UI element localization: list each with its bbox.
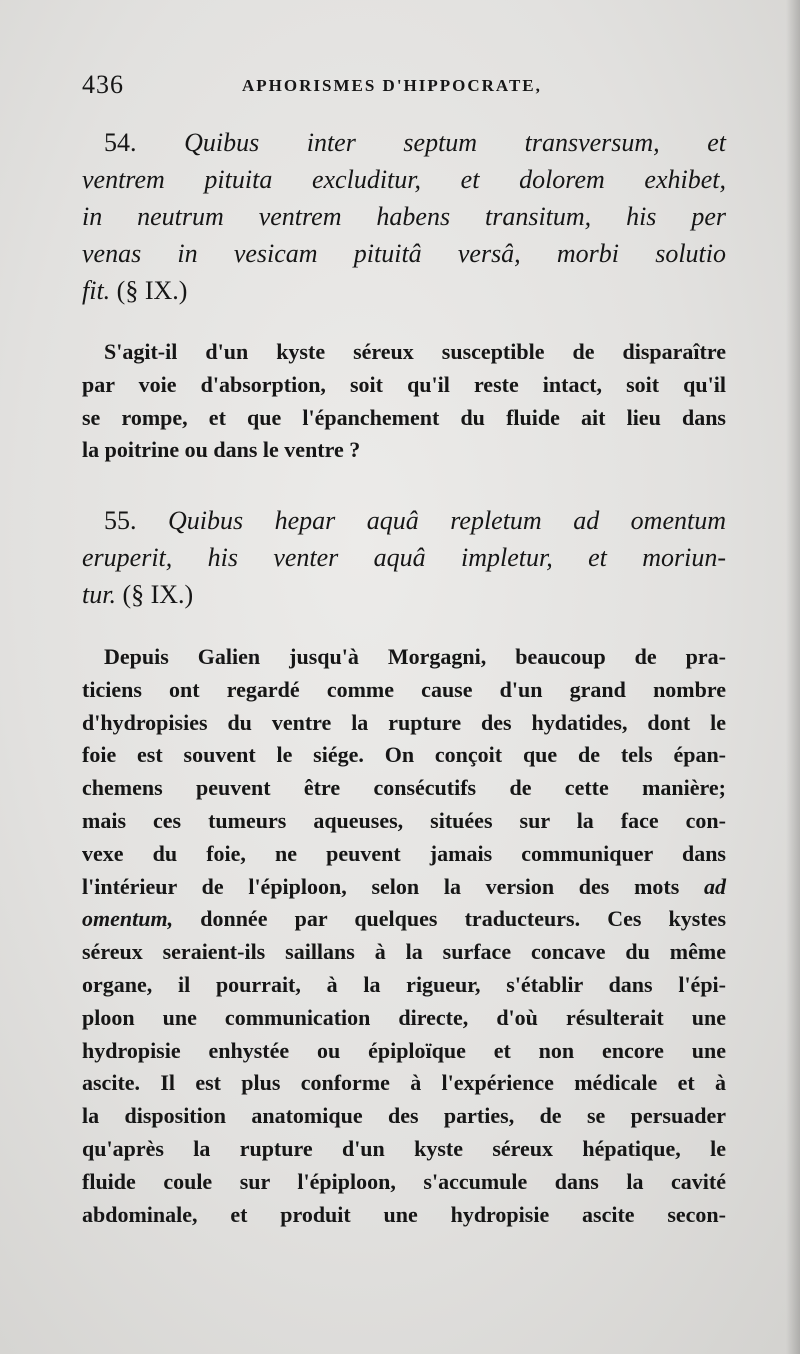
- commentary-line: foie est souvent le siége. On conçoit que de tels épan-: [82, 742, 726, 768]
- aphorism-line: 54. Quibus inter septum transversum, et: [104, 128, 726, 157]
- commentary-line: séreux seraient-ils saillans à la surface concave du même: [82, 939, 726, 965]
- commentary-line: omentum, donnée par quelques traducteurs. Ces kystes: [82, 906, 727, 932]
- commentary-line: fluide coule sur l'épiploon, s'accumule dans la cavité: [82, 1168, 726, 1194]
- commentary-line: la disposition anatomique des parties, de se persuader: [82, 1103, 726, 1129]
- commentary-line: mais ces tumeurs aqueuses, situées sur la face con-: [82, 807, 726, 833]
- aphorism-line: venas in vesicam pituitâ versâ, morbi solutio: [82, 239, 726, 268]
- commentary-line: ascite. Il est plus conforme à l'expérience médicale et à: [82, 1070, 726, 1096]
- commentary-line: ploon une communication directe, d'où résulterait une: [82, 1004, 726, 1030]
- aphorism-54: [82, 124, 726, 309]
- commentary-line: organe, il pourrait, à la rigueur, s'établir dans l'épi-: [82, 971, 726, 997]
- commentary-54: [82, 336, 726, 467]
- page-header: [82, 70, 722, 110]
- aphorism-line: in neutrum ventrem habens transitum, his per: [82, 202, 726, 231]
- commentary-line: abdominale, et produit une hydropisie ascite secon-: [82, 1201, 726, 1227]
- commentary-line: la poitrine ou dans le ventre ?: [82, 437, 361, 463]
- aphorism-line: ventrem pituita excluditur, et dolorem exhibet,: [82, 165, 726, 194]
- commentary-line: vexe du foie, ne peuvent jamais communiquer dans: [82, 840, 726, 866]
- commentary-line: qu'après la rupture d'un kyste séreux hépatique, le: [82, 1135, 726, 1161]
- aphorism-line: eruperit, his venter aquâ impletur, et moriun-: [82, 543, 726, 572]
- page-number: 436: [82, 70, 124, 99]
- section-reference: (§ IX.): [116, 276, 188, 305]
- aphorism-number: 55.: [104, 506, 137, 535]
- commentary-line: Depuis Galien jusqu'à Morgagni, beaucoup de pra-: [104, 644, 726, 669]
- commentary-line: S'agit-il d'un kyste séreux susceptible de disparaître: [104, 339, 726, 364]
- commentary-line: par voie d'absorption, soit qu'il reste intact, soit qu'il: [82, 371, 726, 397]
- commentary-line: l'intérieur de l'épiploon, selon la version des mots ad: [82, 873, 727, 899]
- aphorism-line: 55. Quibus hepar aquâ repletum ad omentum: [104, 506, 726, 535]
- aphorism-line: tur. (§ IX.): [82, 580, 194, 609]
- section-reference: (§ IX.): [122, 580, 194, 609]
- commentary-55: [82, 641, 726, 1231]
- commentary-line: d'hydropisies du ventre la rupture des hydatides, dont le: [82, 709, 726, 735]
- commentary-line: ticiens ont regardé comme cause d'un grand nombre: [82, 676, 726, 702]
- aphorism-55: [82, 502, 726, 613]
- aphorism-number: 54.: [104, 128, 137, 157]
- commentary-line: se rompe, et que l'épanchement du fluide ait lieu dans: [82, 404, 726, 430]
- commentary-line: chemens peuvent être consécutifs de cette manière;: [82, 775, 726, 801]
- commentary-line: hydropisie enhystée ou épiploïque et non encore une: [82, 1037, 726, 1063]
- running-title: APHORISMES D'HIPPOCRATE,: [242, 76, 542, 95]
- aphorism-line: fit. (§ IX.): [82, 276, 188, 305]
